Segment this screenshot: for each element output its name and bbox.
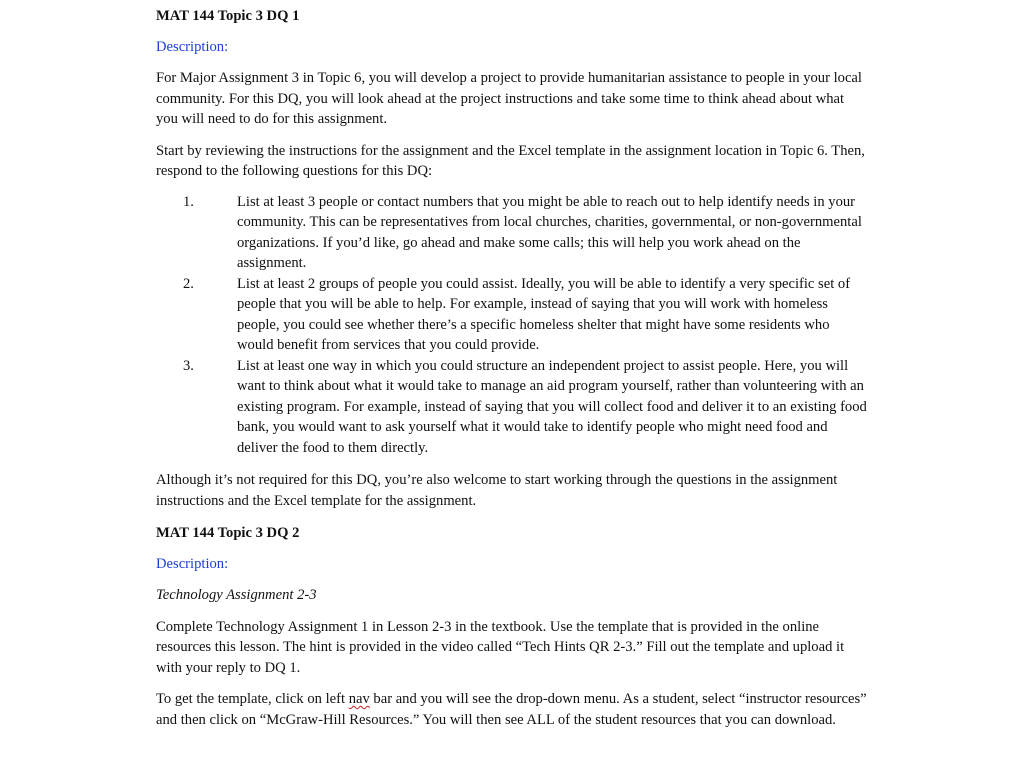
dq2-template-text-end: bar and you will see the drop-down menu. As a student, select “instructor resources” and then click on “McGraw-Hill Resources.” You will then see ALL of the student resources that you can download. (156, 691, 867, 728)
list-item-text: List at least 3 people or contact numbers that you might be able to reach out to help identify needs in your community. This can be representatives from local churches, charities, governmental, or non-governmental organizations. If you’d like, go ahead and make some calls; this will help you work ahead on the assignment. (237, 193, 862, 271)
list-item-text: List at least one way in which you could structure an independent project to assist people. Here, you will want to think about what it would take to manage an aid program yourself, rather than volunteering with an existing program. For example, instead of saying that you will collect food and deliver it to an existing food bank, you would want to ask yourself what it would take to identify people who might need food and deliver the food to them directly. (237, 357, 867, 456)
dq1-closing-paragraph: Although it’s not required for this DQ, you’re also welcome to start working through the questions in the assignment instructions and the Excel template for the assignment. (156, 472, 838, 509)
list-item-text: List at least 2 groups of people you could assist. Ideally, you will be able to identify a very specific set of people that you will be able to help. For example, instead of saying that you will work with homeless people, you could see whether there’s a specific homeless shelter that might have some residents who would benefit from services that you could provide. (237, 275, 851, 353)
dq1-instructions-paragraph: Start by reviewing the instructions for the assignment and the Excel template in the assignment location in Topic 6. Then, respond to the following questions for this DQ: (156, 142, 865, 179)
list-item-number: 1. (183, 193, 194, 210)
dq2-description-label: Description: (156, 556, 229, 572)
dq2-template-text-start: To get the template, click on left (156, 691, 349, 707)
list-item (156, 356, 868, 459)
list-item-number: 3. (183, 357, 194, 374)
dq1-intro-paragraph: For Major Assignment 3 in Topic 6, you will develop a project to provide humanitarian assistance to people in your local community. For this DQ, you will look ahead at the project instructions and take some time to think ahead about what you will need to do for this assignment. (156, 70, 862, 127)
dq2-assignment-paragraph: Complete Technology Assignment 1 in Lesson 2-3 in the textbook. Use the template that is provided in the online resources this lesson. The hint is provided in the video called “Tech Hints QR 2-3.” Fill out the template and upload it with your reply to DQ 1. (156, 618, 845, 676)
dq1-question-list (156, 192, 868, 459)
list-item (156, 274, 868, 356)
dq2-template-paragraph (156, 689, 868, 730)
dq2-heading: MAT 144 Topic 3 DQ 2 (156, 525, 300, 541)
dq2-subtitle: Technology Assignment 2-3 (156, 587, 317, 603)
list-item (156, 192, 868, 274)
spellcheck-flagged-word: nav (348, 691, 370, 707)
document-page (156, 0, 868, 730)
dq1-description-label: Description: (156, 39, 229, 55)
dq1-heading: MAT 144 Topic 3 DQ 1 (156, 8, 300, 24)
list-item-number: 2. (183, 275, 194, 292)
